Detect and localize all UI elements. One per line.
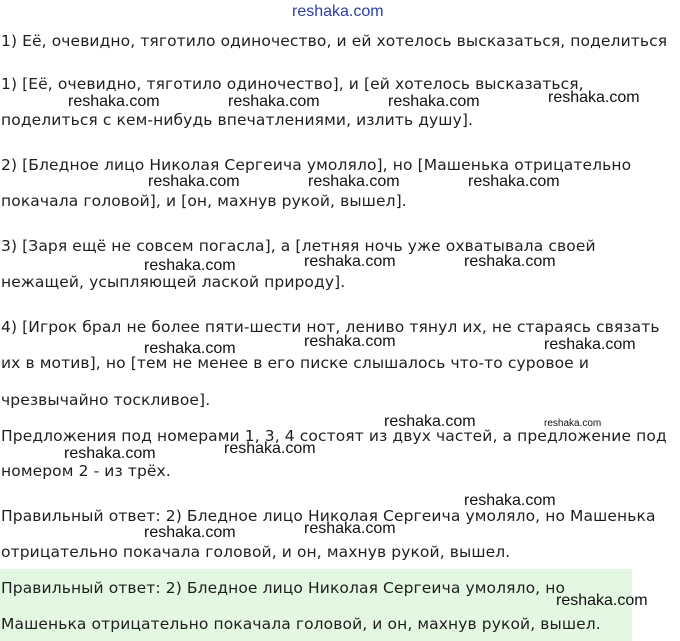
watermark-top: reshaka.com: [292, 3, 384, 20]
watermark: reshaka.com: [144, 257, 236, 274]
sentence-1-original: 1) Её, очевидно, тяготило одиночество, и ей хотелось высказаться, поделиться: [1, 32, 668, 50]
watermark: reshaka.com: [544, 418, 602, 429]
sentence-2-analysis-line-2: покачала головой], и [он, махнув рукой, вышел].: [1, 192, 407, 210]
watermark: reshaka.com: [308, 173, 400, 190]
watermark: reshaka.com: [464, 492, 556, 509]
sentence-4-analysis-line-3: чрезвычайно тоскливое].: [1, 391, 211, 409]
watermark: reshaka.com: [384, 413, 476, 430]
sentence-3-analysis-line-2: нежащей, усыпляющей лаской природу].: [1, 273, 346, 291]
answer-line-1: Правильный ответ: 2) Бледное лицо Николая Сергеича умоляло, но Машенька: [1, 507, 656, 525]
sentence-1-analysis-line-1: 1) [Её, очевидно, тяготило одиночество], и [ей хотелось высказаться,: [1, 75, 584, 93]
sentence-4-analysis-line-2: их в мотив], но [тем не менее в его писке слышалось что-то суровое и: [1, 354, 589, 372]
watermark: reshaka.com: [224, 440, 316, 457]
watermark: reshaka.com: [544, 336, 636, 353]
watermark: reshaka.com: [468, 173, 560, 190]
watermark: reshaka.com: [64, 445, 156, 462]
watermark: reshaka.com: [144, 524, 236, 541]
watermark: reshaka.com: [548, 89, 640, 106]
answer-line-2: отрицательно покачала головой, и он, махнув рукой, вышел.: [1, 543, 511, 561]
conclusion-line-2: номером 2 - из трёх.: [1, 462, 171, 480]
highlighted-answer-line-1: Правильный ответ: 2) Бледное лицо Николая Сергеича умоляло, но: [1, 579, 566, 597]
watermark: reshaka.com: [304, 520, 396, 537]
watermark: reshaka.com: [464, 253, 556, 270]
watermark: reshaka.com: [304, 253, 396, 270]
watermark: reshaka.com: [144, 340, 236, 357]
highlighted-answer-line-2: Машенька отрицательно покачала головой, и он, махнув рукой, вышел.: [1, 615, 601, 633]
sentence-3-analysis-line-1: 3) [Заря ещё не совсем погасла], а [летняя ночь уже охватывала своей: [1, 237, 596, 255]
sentence-1-analysis-line-2: поделиться с кем-нибудь впечатлениями, излить душу].: [1, 111, 474, 129]
conclusion-line-1: Предложения под номерами 1, 3, 4 состоят из двух частей, а предложение под: [1, 427, 667, 445]
watermark: reshaka.com: [228, 93, 320, 110]
watermark: reshaka.com: [148, 173, 240, 190]
watermark: reshaka.com: [388, 93, 480, 110]
watermark: reshaka.com: [304, 333, 396, 350]
watermark: reshaka.com: [68, 93, 160, 110]
sentence-4-analysis-line-1: 4) [Игрок брал не более пяти-шести нот, лениво тянул их, не стараясь связать: [1, 318, 660, 336]
sentence-2-analysis-line-1: 2) [Бледное лицо Николая Сергеича умоляло], но [Машенька отрицательно: [1, 156, 632, 174]
watermark: reshaka.com: [556, 592, 648, 609]
